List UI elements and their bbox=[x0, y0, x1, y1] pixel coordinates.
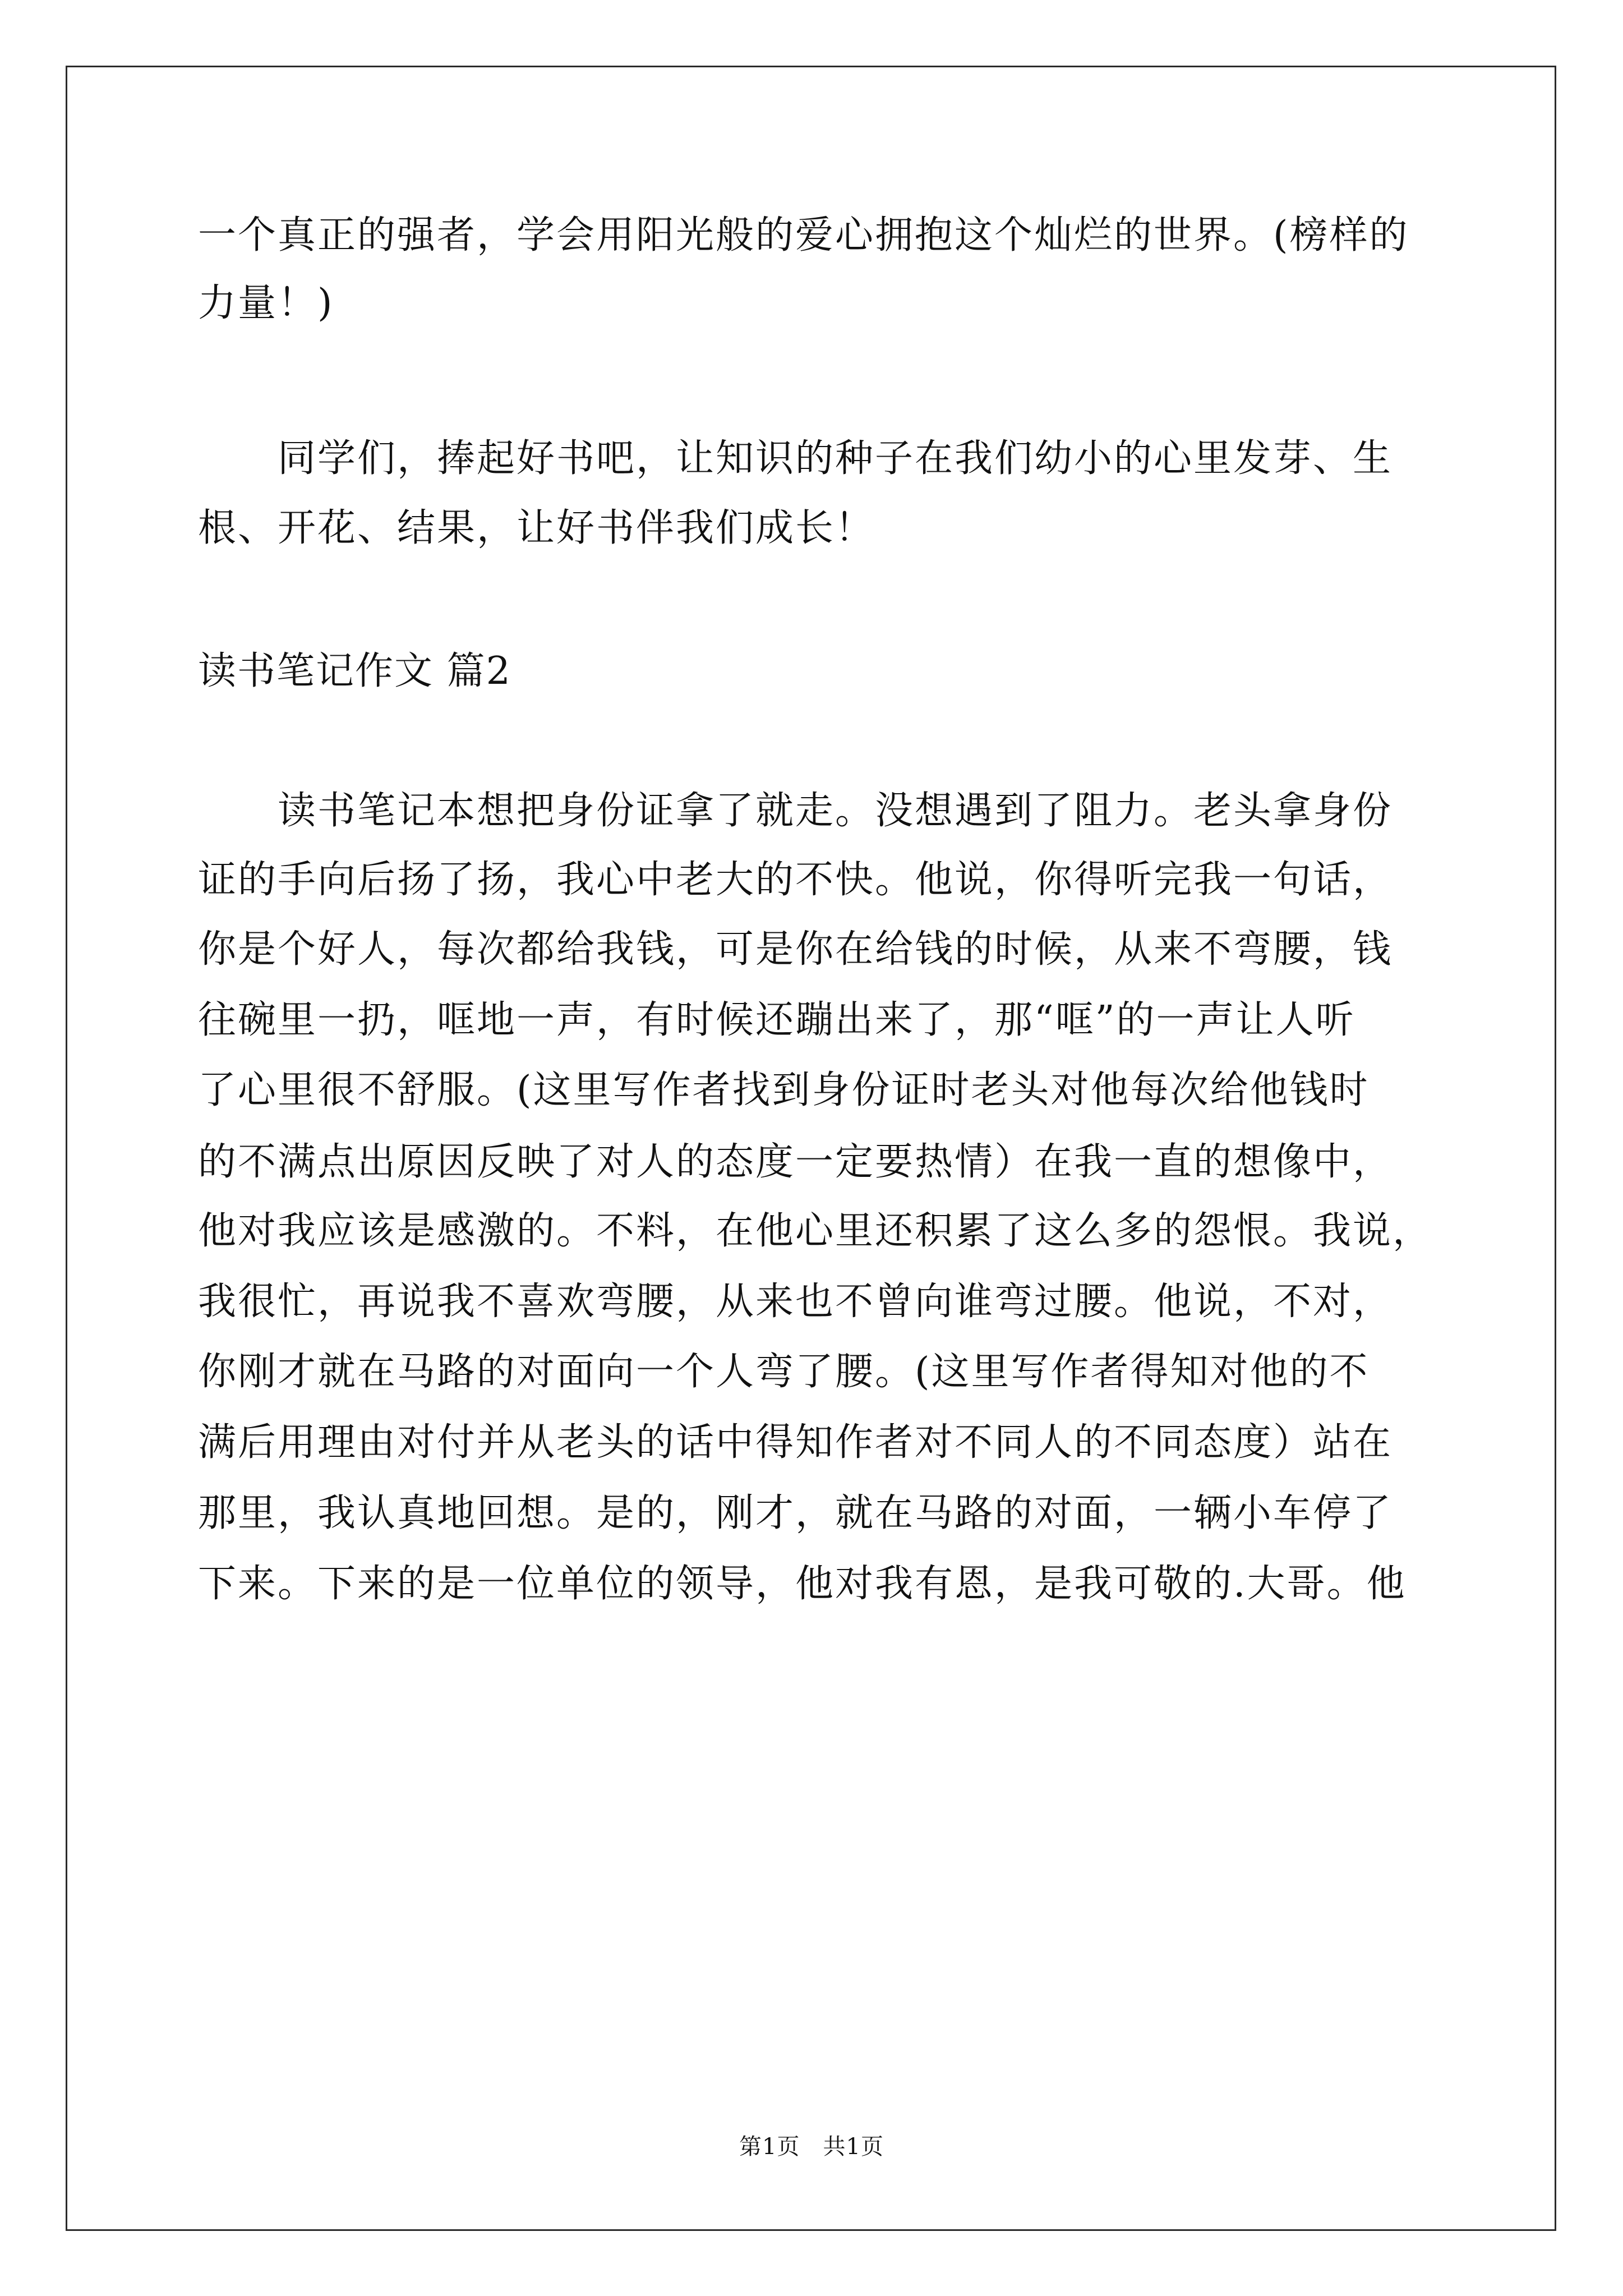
page-footer: 第1页 共1页 bbox=[739, 2134, 884, 2160]
text-line: 的不满点出原因反映了对人的态度一定要热情）在我一直的想像中， bbox=[198, 1140, 1393, 1184]
text-line: 下来。下来的是一位单位的领导，他对我有恩，是我可敬的.大哥。他 bbox=[198, 1562, 1407, 1606]
text-line: 他对我应该是感激的。不料，在他心里还积累了这么多的怨恨。我说， bbox=[198, 1209, 1433, 1253]
text-line: 一个真正的强者，学会用阳光般的爱心拥抱这个灿烂的世界。(榜样的 bbox=[198, 213, 1409, 257]
text-line: 证的手向后扬了扬，我心中老大的不快。他说，你得听完我一句话， bbox=[198, 858, 1393, 902]
text-line: 了心里很不舒服。(这里写作者找到身份证时老头对他每次给他钱时 bbox=[198, 1068, 1370, 1112]
text-line: 那里，我认真地回想。是的，刚才，就在马路的对面，一辆小车停了 bbox=[198, 1491, 1393, 1535]
section-heading: 读书笔记作文 篇2 bbox=[198, 649, 511, 693]
text-line: 往碗里一扔，哐地一声，有时候还蹦出来了，那“哐”的一声让人听 bbox=[198, 998, 1355, 1042]
text-line: 根、开花、结果，让好书伴我们成长！ bbox=[198, 506, 875, 550]
text-line: 满后用理由对付并从老头的话中得知作者对不同人的不同态度）站在 bbox=[198, 1420, 1393, 1465]
text-line: 你是个好人，每次都给我钱，可是你在给钱的时候，从来不弯腰，钱 bbox=[198, 927, 1393, 972]
text-line: 力量！) bbox=[198, 281, 334, 325]
text-line: 同学们，捧起好书吧，让知识的种子在我们幼小的心里发芽、生 bbox=[198, 436, 1393, 481]
text-line: 你刚才就在马路的对面向一个人弯了腰。(这里写作者得知对他的不 bbox=[198, 1350, 1370, 1394]
text-line: 我很忙，再说我不喜欢弯腰，从来也不曾向谁弯过腰。他说，不对， bbox=[198, 1280, 1393, 1324]
text-line: 读书笔记本想把身份证拿了就走。没想遇到了阻力。老头拿身份 bbox=[198, 789, 1393, 833]
